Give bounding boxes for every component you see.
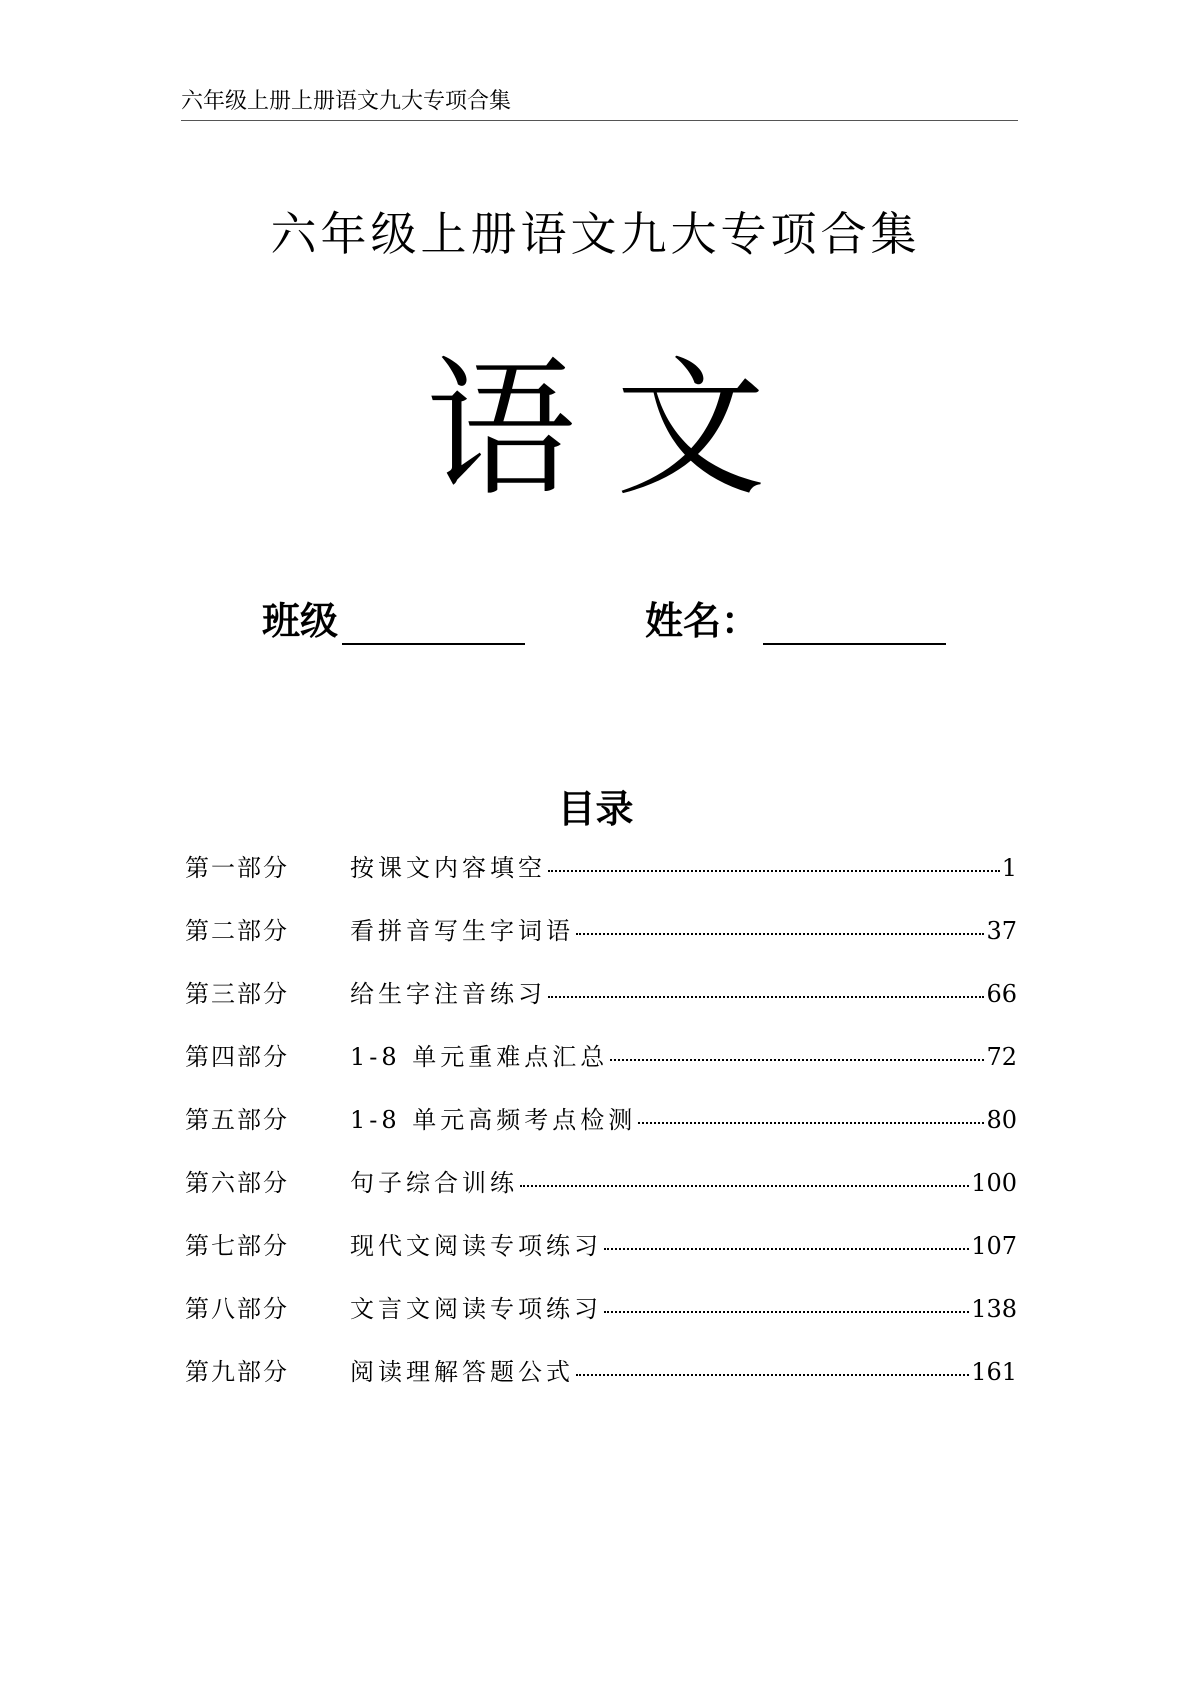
- toc-part: 第一部分: [185, 854, 289, 882]
- class-field: [262, 590, 525, 645]
- class-label: 班级: [262, 599, 339, 643]
- toc-part: 第八部分: [185, 1295, 289, 1323]
- toc-page-number: 161: [971, 1358, 1017, 1386]
- table-of-contents: [185, 848, 1017, 1415]
- toc-entry[interactable]: [185, 974, 1017, 1037]
- name-blank[interactable]: [763, 603, 946, 645]
- subject-title: 语文: [425, 343, 806, 517]
- toc-entry-name: 阅读理解答题公式: [350, 1358, 574, 1386]
- toc-part: 第三部分: [185, 980, 289, 1008]
- toc-part: 第二部分: [185, 917, 289, 945]
- toc-entry[interactable]: [185, 848, 1017, 911]
- toc-entry-name: 看拼音写生字词语: [350, 917, 574, 945]
- toc-page-number: 138: [971, 1295, 1017, 1323]
- toc-page-number: 107: [971, 1232, 1017, 1260]
- toc-entry[interactable]: [185, 1352, 1017, 1415]
- leader-dots: [604, 1311, 969, 1313]
- leader-dots: [520, 1185, 969, 1187]
- toc-entry-name: 句子综合训练: [350, 1169, 518, 1197]
- toc-page-number: 66: [986, 980, 1017, 1008]
- leader-dots: [604, 1248, 969, 1250]
- toc-page-number: 80: [986, 1106, 1017, 1134]
- toc-part: 第四部分: [185, 1043, 289, 1071]
- toc-part: 第五部分: [185, 1106, 289, 1134]
- document-title: 六年级上册语文九大专项合集: [270, 207, 921, 261]
- leader-dots: [548, 996, 984, 998]
- leader-dots: [638, 1122, 984, 1124]
- toc-entry-name: 1-8 单元高频考点检测: [350, 1106, 637, 1134]
- toc-entry-name: 1-8 单元重难点汇总: [350, 1043, 609, 1071]
- toc-page-number: 1: [1001, 854, 1017, 882]
- toc-page-number: 100: [971, 1169, 1017, 1197]
- name-label: 姓名：: [645, 599, 760, 643]
- name-field: [645, 590, 946, 645]
- running-header: 六年级上册上册语文九大专项合集: [181, 86, 1018, 121]
- leader-dots: [576, 933, 984, 935]
- leader-dots: [548, 870, 1000, 872]
- toc-entry[interactable]: [185, 1226, 1017, 1289]
- toc-part: 第九部分: [185, 1358, 289, 1386]
- toc-entry[interactable]: [185, 911, 1017, 974]
- leader-dots: [576, 1374, 969, 1376]
- toc-page-number: 72: [986, 1043, 1017, 1071]
- toc-entry-name: 文言文阅读专项练习: [350, 1295, 602, 1323]
- toc-part: 第六部分: [185, 1169, 289, 1197]
- toc-entry-name: 按课文内容填空: [350, 854, 546, 882]
- toc-title: 目录: [557, 787, 634, 831]
- toc-entry[interactable]: [185, 1100, 1017, 1163]
- leader-dots: [610, 1059, 984, 1061]
- toc-entry[interactable]: [185, 1037, 1017, 1100]
- toc-part: 第七部分: [185, 1232, 289, 1260]
- toc-entry[interactable]: [185, 1289, 1017, 1352]
- toc-entry-name: 给生字注音练习: [350, 980, 546, 1008]
- toc-entry[interactable]: [185, 1163, 1017, 1226]
- toc-entry-name: 现代文阅读专项练习: [350, 1232, 602, 1260]
- class-blank[interactable]: [342, 603, 525, 645]
- toc-page-number: 37: [986, 917, 1017, 945]
